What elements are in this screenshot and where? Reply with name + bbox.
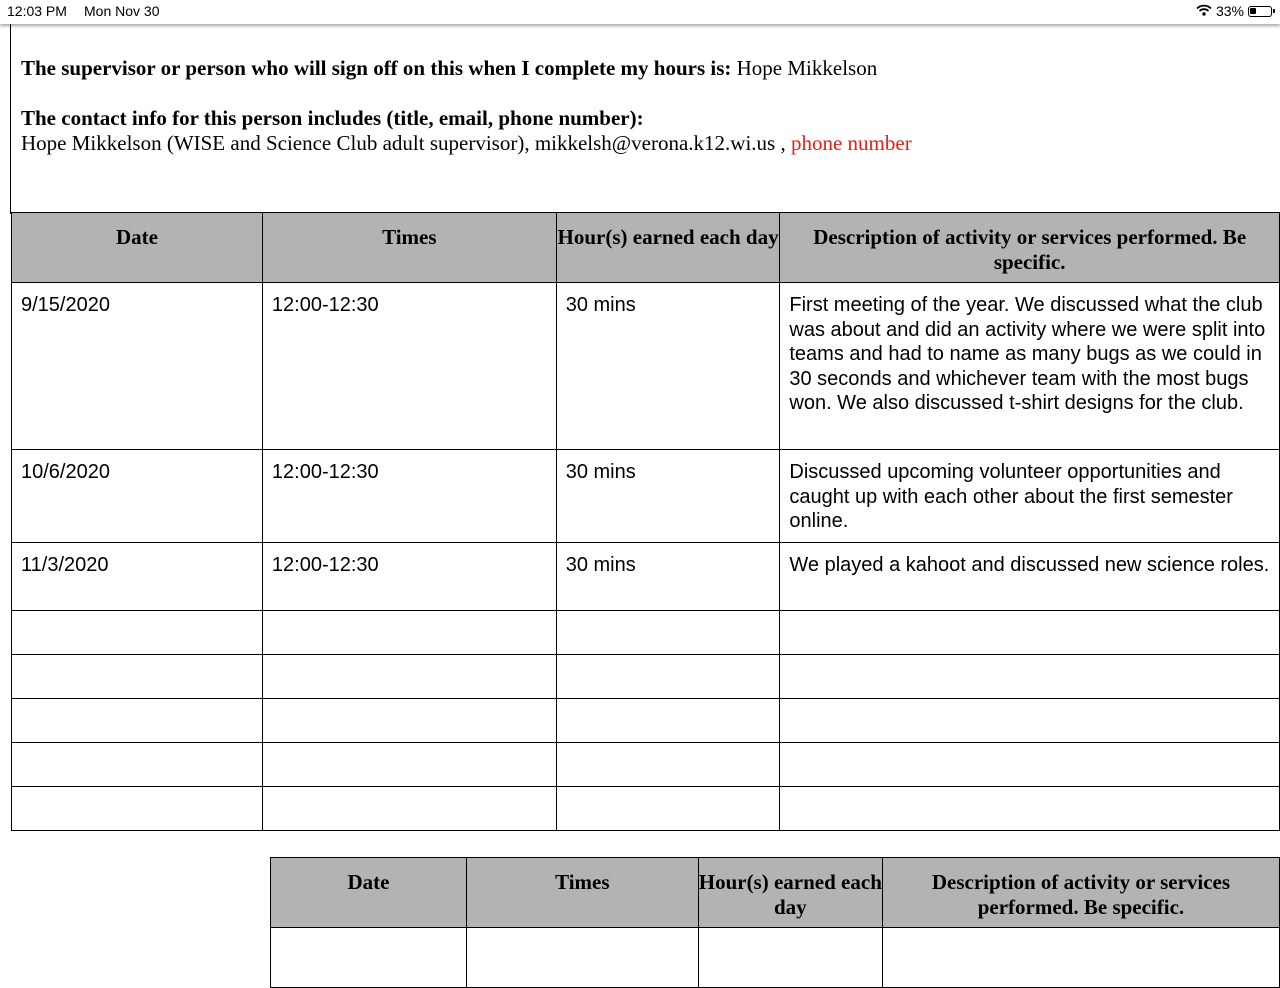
table-row — [12, 543, 1280, 611]
cell-hours[interactable]: 30 mins — [556, 450, 780, 543]
cell-times[interactable] — [262, 611, 556, 655]
supervisor-line — [21, 56, 877, 81]
battery-percent: 33% — [1215, 3, 1244, 19]
cell-times[interactable] — [262, 655, 556, 699]
header-description: Description of activity or services performed. Be specific. — [882, 858, 1279, 928]
hours-log-table — [11, 212, 1280, 831]
table-row — [12, 283, 1280, 450]
cell-date[interactable] — [12, 743, 263, 787]
header-date: Date — [271, 858, 467, 928]
cell-date[interactable] — [12, 787, 263, 831]
cell-hours[interactable] — [556, 787, 780, 831]
header-hours: Hour(s) earned each day — [556, 213, 780, 283]
table-row-empty — [12, 787, 1280, 831]
cell-description[interactable] — [780, 787, 1280, 831]
cell-times[interactable] — [262, 787, 556, 831]
cell-hours[interactable] — [698, 928, 882, 988]
header-hours: Hour(s) earned each day — [698, 858, 882, 928]
cell-description[interactable] — [780, 699, 1280, 743]
cell-times[interactable]: 12:00-12:30 — [262, 450, 556, 543]
cell-description[interactable] — [780, 611, 1280, 655]
cell-date[interactable]: 9/15/2020 — [12, 283, 263, 450]
table-header-row — [271, 858, 1280, 928]
cell-hours[interactable] — [556, 655, 780, 699]
battery-icon — [1248, 6, 1272, 17]
cell-description[interactable] — [780, 743, 1280, 787]
supervisor-name: Hope Mikkelson — [736, 56, 878, 80]
contact-heading — [21, 106, 644, 131]
cell-hours[interactable] — [556, 611, 780, 655]
cell-hours[interactable] — [556, 743, 780, 787]
cell-date[interactable]: 10/6/2020 — [12, 450, 263, 543]
contact-label: The contact info for this person includes (title, email, phone number): — [21, 106, 644, 130]
status-bar — [0, 0, 1280, 24]
cell-hours[interactable]: 30 mins — [556, 543, 780, 611]
header-times: Times — [262, 213, 556, 283]
status-right — [1196, 3, 1272, 19]
cell-times[interactable] — [262, 699, 556, 743]
contact-line — [21, 131, 912, 156]
header-times: Times — [466, 858, 698, 928]
table-row-empty — [12, 699, 1280, 743]
status-time: 12:03 PM — [7, 3, 67, 19]
cell-date[interactable] — [12, 655, 263, 699]
header-date: Date — [12, 213, 263, 283]
supervisor-label: The supervisor or person who will sign off on this when I complete my hours is: — [21, 56, 732, 80]
table-header-row — [12, 213, 1280, 283]
cell-date[interactable] — [12, 699, 263, 743]
cell-hours[interactable]: 30 mins — [556, 283, 780, 450]
cell-description[interactable]: Discussed upcoming volunteer opportunities and caught up with each other about the first semester online. — [780, 450, 1280, 543]
cell-description[interactable] — [882, 928, 1279, 988]
battery-level — [1250, 8, 1256, 14]
cell-description[interactable]: First meeting of the year. We discussed what the club was about and did an activity where we were split into teams and had to name as many bugs as we could in 30 seconds and whichever team with the most bugs won. We also discussed t-shirt designs for the club. — [780, 283, 1280, 450]
hours-log-table-2 — [270, 857, 1280, 988]
contact-info: Hope Mikkelson (WISE and Science Club adult supervisor), mikkelsh@verona.k12.wi.us , — [21, 131, 786, 155]
header-description: Description of activity or services performed. Be specific. — [780, 213, 1280, 283]
cell-description[interactable] — [780, 655, 1280, 699]
table-row-empty — [12, 743, 1280, 787]
cell-times[interactable]: 12:00-12:30 — [262, 283, 556, 450]
cell-description[interactable]: We played a kahoot and discussed new science roles. — [780, 543, 1280, 611]
table-row-empty — [271, 928, 1280, 988]
contact-phone-placeholder: phone number — [790, 131, 912, 155]
status-date: Mon Nov 30 — [84, 3, 160, 19]
wifi-icon — [1196, 3, 1212, 19]
table-row-empty — [12, 655, 1280, 699]
cell-date[interactable] — [271, 928, 467, 988]
cell-hours[interactable] — [556, 699, 780, 743]
cell-times[interactable]: 12:00-12:30 — [262, 543, 556, 611]
cell-times[interactable] — [466, 928, 698, 988]
table-row-empty — [12, 611, 1280, 655]
cell-date[interactable] — [12, 611, 263, 655]
cell-date[interactable]: 11/3/2020 — [12, 543, 263, 611]
cell-times[interactable] — [262, 743, 556, 787]
table-row — [12, 450, 1280, 543]
